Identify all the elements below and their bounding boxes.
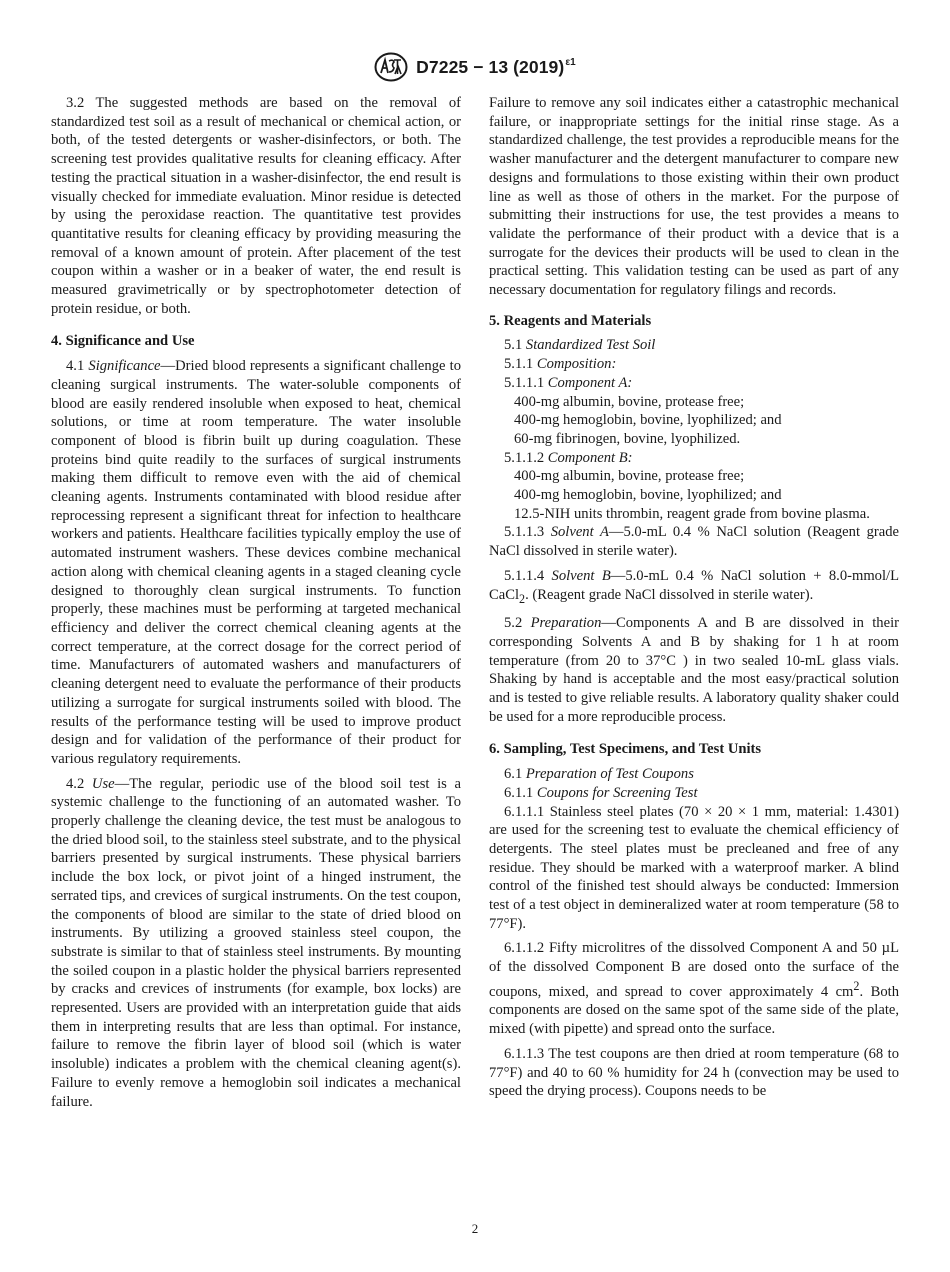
left-column	[51, 94, 461, 1111]
paragraph-6-1-1: 6.1.1 Coupons for Screening Test	[504, 784, 698, 801]
paragraph-4-2-continued: Failure to remove any soil indicates either a catastrophic mechanical failure, or inappropriate settings for the initial rinse stage. As a standardized challenge, the test provides a reproducible means for the washer manufacturer and the detergent manufacturer to compare new designs and formulations to those existing within their own product line as well as those of others in the market. For the purpose of submitting their instructions for use, the test provides a means to validate the performance of their product with a device that is a surrogate for the devices their products will be used to clean in the practical setting. This validation testing can be used as part of any necessary documentation for regulatory filings and records.	[489, 95, 899, 299]
section-heading-6: 6. Sampling, Test Specimens, and Test Units	[489, 741, 762, 758]
paragraph-3-2: 3.2 The suggested methods are based on the removal of standardized test soil as a result of mechanical or chemical action, or both, of the tested detergents or washer-disinfectors, or both. The screening test provides qualitative results for cleaning efficacy. After testing the practical situation in a washer-disinfector, the end result is visually checked for immediate evaluation. Minor residue is detected by using the peroxidase reaction. The quantitative test provides quantitative results for cleaning efficacy by providing measuring the removal of a known amount of protein. After placement of the test coupon within a washer or in a beaker of water, the end result is measured gravimetrically or by spectrophotometer detection of protein residue, or both.	[51, 95, 461, 317]
paragraph-6-1-1-2: 6.1.1.2 Fifty microlitres of the dissolved Component A and 50 µL of the dissolved Component B are dosed onto the surface of the coupons, mixed, and spread to cover approximately 4 $cm^2$. Both components are dosed on the same spot of the same side of the plate, mixed (with pipette) and spread onto the surface.	[489, 940, 899, 1038]
paragraph-4-1: 4.1 Significance—Dried blood represents a significant challenge to cleaning surgical instruments. The water-soluble components of blood are easily rendered insoluble when exposed to heat, chemical solutions, or time at room temperature. The water insoluble component of blood is fibrin built up during coagulation. These proteins bind quite readily to the surfaces of surgical instruments making them difficult to remove even with the aid of chemical cleaning agents. Instruments contaminated with blood residue after reprocessing represent a significant threat for infection to healthcare workers and patients. Healthcare facilities typically employ the use of automated instrument washers. These devices combine mechanical action along with chemical cleaning agents in a staged cleaning cycle designed to thoroughly clean surgical instruments. To function properly, these machines must be performing at targeted mechanical efficiency and deliver the correct chemical cleaning agents at the correct temperature, at the correct dosage for the correct period of time. Manufacturers of automated washers and manufacturers of cleaning detergent need to evaluate the performance of their products utilizing a surrogate for surgical instruments soiled with blood. The results of the performance testing will be used to improve product design and for validation of the performance of their product for various regulatory requirements.	[51, 358, 461, 767]
paragraph-5-1: 5.1 Standardized Test Soil	[504, 337, 656, 354]
component-a-item-3: 60-mg fibrinogen, bovine, lyophilized.	[514, 430, 741, 447]
paragraph-5-2: 5.2 Preparation—Components A and B are dissolved in their corresponding Solvents A and B by shaking for 1 h at room temperature (from 20 to 37°C ) in two sealed 10-mL glass vials. Shaking by hand is acceptable and the most easy/practical solution and is tested to give reliable results. A laboratory quality shaker could be used for a more reproducible process.	[489, 615, 899, 725]
component-b-item-2: 400-mg hemoglobin, bovine, lyophilized; and	[514, 487, 782, 504]
paragraph-5-1-1-2: 5.1.1.2 Component B:	[504, 449, 633, 466]
paragraph-6-1-1-1: 6.1.1.1 Stainless steel plates (70 × 20 × 1 mm, material: 1.4301) are used for the screening test to evaluate the chemical efficiency of detergents. The steel plates must be precleaned and free of any residue. They should be marked with a waterproof marker. A blind control of the finished test should always be conducted: Immersion test of a test object in demineralized water at room temperature (58 to 77°F).	[489, 803, 899, 932]
section-heading-5: 5. Reagents and Materials	[489, 312, 652, 329]
paragraph-5-1-1: 5.1.1 Composition:	[504, 356, 617, 373]
right-column	[489, 94, 899, 1101]
paragraph-4-2: 4.2 Use—The regular, periodic use of the blood soil test is a systemic challenge to the functioning of an automated washer. To properly challenge the cleaning device, the test must be analogous to the dried blood soil, to the stainless steel substrate, and to the physical barriers presented by surgical instruments. These physical barriers include the box lock, or pivot joint of a hinged instrument, the serrated tips, and crevices of surgical instruments. On the test coupon, the components of blood are similar to the state of dried blood on instruments. By utilizing a grooved stainless steel coupon, the substrate is similar to that of stainless steel instruments. By mounting the soiled coupon in a plastic holder the physical barriers represented by cracks and crevices of instruments (for example, box locks) are represented. Users are provided with an interpretation guide that aids them in interpreting results that are less than optimal. For instance, failure to remove the fibrin layer of blood soil (which is water insoluble) indicates a problem with the chemical cleaning agent(s). Failure to evenly remove a hemoglobin soil indicates a mechanical failure.	[51, 775, 462, 1110]
paragraph-6-1: 6.1 Preparation of Test Coupons	[504, 766, 694, 783]
paragraph-5-1-1-1: 5.1.1.1 Component A:	[504, 374, 633, 391]
page-number: 2	[471, 1221, 479, 1236]
paragraph-6-1-1-3: 6.1.1.3 The test coupons are then dried at room temperature (68 to 77°F) and 40 to 60 % humidity for 24 h (convection may be used to speed the drying process). Coupons needs to be	[489, 1045, 899, 1100]
component-a-item-1: 400-mg albumin, bovine, protease free;	[514, 393, 745, 410]
component-b-item-1: 400-mg albumin, bovine, protease free;	[514, 468, 745, 485]
component-a-item-2: 400-mg hemoglobin, bovine, lyophilized; and	[514, 412, 782, 429]
standard-designation: D7225 − 13 $(2019)^{\varepsilon 1}$	[416, 56, 576, 77]
astm-logo-icon	[374, 52, 408, 82]
component-b-item-3: 12.5-NIH units thrombin, reagent grade from bovine plasma.	[514, 505, 870, 522]
section-heading-4: 4. Significance and Use	[51, 333, 195, 350]
page-header	[0, 52, 950, 82]
paragraph-5-1-1-4: 5.1.1.4 Solvent B—5.0-mL 0.4 % NaCl solution + 8.0-mmol/L CaCl$_2$. (Reagent grade NaCl dissolved in sterile water).	[489, 567, 900, 606]
paragraph-5-1-1-3: 5.1.1.3 Solvent A—5.0-mL 0.4 % NaCl solution (Reagent grade NaCl dissolved in sterile water).	[489, 524, 899, 560]
